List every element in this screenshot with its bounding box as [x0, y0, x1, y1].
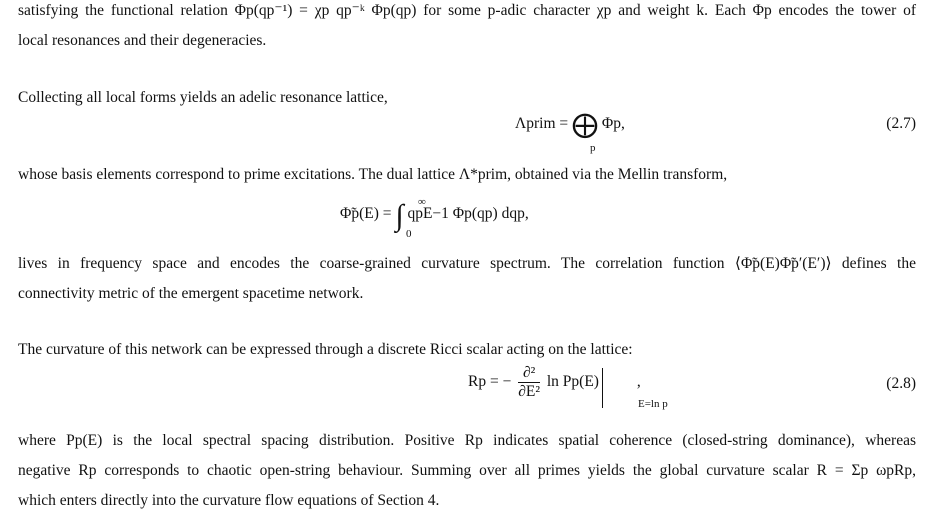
paragraph-4-line-2: connectivity metric of the emergent spacetime network. [18, 285, 364, 302]
equation-mellin-transform [340, 199, 529, 232]
eq27-lhs: Λprim [515, 115, 556, 132]
paragraph-1-line-1 [18, 1, 916, 21]
eq27-rhs: Φp, [601, 115, 625, 132]
eq28-rhs: ln Pp(E) [546, 373, 599, 390]
paragraph-4-line-1: lives in frequency space and encodes the coarse-grained curvature spectrum. The correlation function ⟨Φ̃p(E)Φ̃p′(E′)⟩ defines the [18, 255, 916, 272]
paragraph-5-line-1: The curvature of this network can be expressed through a discrete Ricci scalar acting on the lattice: [18, 341, 633, 358]
eq27-equals: = [559, 115, 569, 132]
equation-number-2-7: (2.7) [886, 115, 916, 132]
p1-relation: Φp(qp⁻¹) = χp qp⁻ᵏ Φp(qp) [234, 2, 417, 19]
integral-upper-limit: ∞ [418, 196, 426, 208]
paragraph-1-line-2: local resonances and their degeneracies. [18, 32, 267, 49]
second-derivative-fraction [518, 364, 540, 401]
paragraph-3-line-1: whose basis elements correspond to prime excitations. The dual lattice Λ*prim, obtained via the Mellin transform, [18, 166, 728, 183]
integral-lower-limit: 0 [406, 228, 412, 240]
evaluation-subscript: E=ln p [638, 398, 668, 410]
equation-number-2-8: (2.8) [886, 375, 916, 392]
equation-2-8 [468, 362, 641, 408]
p1-text-a: satisfying the functional relation [18, 2, 235, 19]
direct-sum-symbol: ⨁ [572, 110, 599, 139]
mellin-integrand: qpE−1 Φp(qp) dqp, [407, 205, 529, 222]
eq28-lhs: Rp = − [468, 373, 512, 390]
p1-text-b: for some p-adic character χp and weight k. Each Φp encodes the tower of [416, 2, 917, 19]
fraction-denominator: ∂E² [518, 382, 540, 400]
integral-symbol: ∫ [395, 199, 404, 232]
equation-2-7 [515, 110, 625, 139]
paragraph-6-line-3: which enters directly into the curvature flow equations of Section 4. [18, 492, 440, 509]
mellin-lhs: Φ̃p(E) = [340, 205, 392, 222]
paragraph-6-line-2: negative Rp corresponds to chaotic open-string behaviour. Summing over all primes yields the global curvature scalar R = Σp ωpRp, [18, 462, 916, 479]
eq28-comma: , [636, 373, 641, 390]
evaluation-bar [602, 368, 603, 408]
paragraph-2-line-1: Collecting all local forms yields an adelic resonance lattice, [18, 89, 388, 106]
paragraph-6-line-1: where Pp(E) is the local spectral spacing distribution. Positive Rp indicates spatial coherence (closed-string dominance), whereas [18, 432, 916, 449]
eq27-sum-index: p [590, 142, 596, 154]
fraction-numerator: ∂² [518, 364, 540, 383]
